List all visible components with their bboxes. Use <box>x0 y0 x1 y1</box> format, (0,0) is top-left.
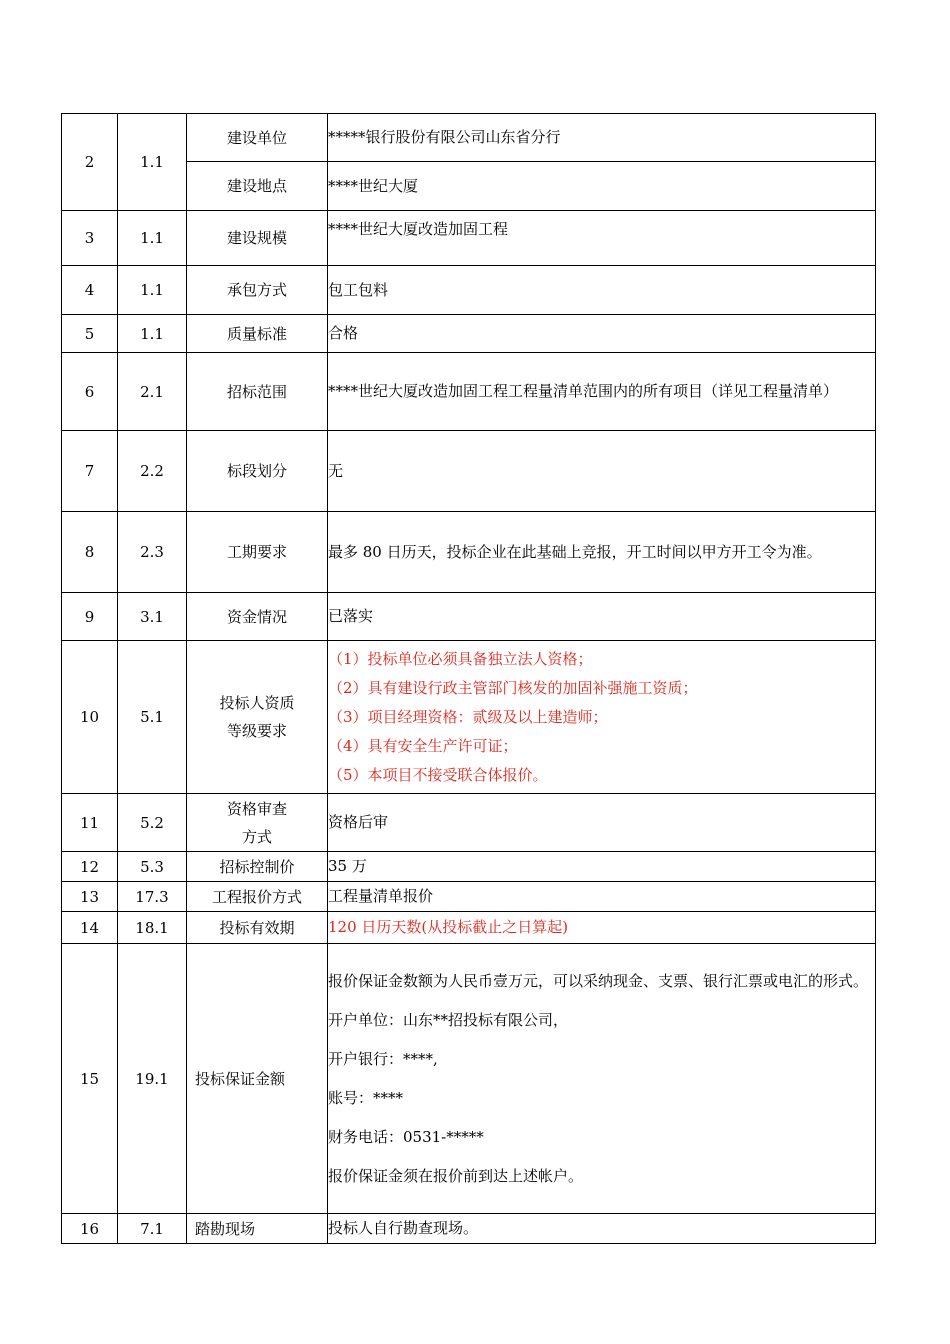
item-value: 工程量清单报价 <box>328 882 876 912</box>
item-value: 120 日历天数(从投标截止之日算起) <box>328 912 876 944</box>
requirement-line: （4）具有安全生产许可证； <box>328 736 518 755</box>
item-value: *****银行股份有限公司山东省分行 <box>328 114 876 162</box>
clause-number: 2.1 <box>118 353 187 431</box>
deposit-line: 开户银行：****, <box>328 1049 438 1068</box>
clause-number: 2.2 <box>118 431 187 512</box>
item-value: 35 万 <box>328 852 876 882</box>
table-row <box>62 882 876 912</box>
table-row <box>62 944 876 1214</box>
row-number: 8 <box>62 512 118 593</box>
clause-number: 5.1 <box>118 641 187 794</box>
deposit-details <box>328 944 876 1214</box>
row-number: 15 <box>62 944 118 1214</box>
table-row <box>62 852 876 882</box>
row-number: 6 <box>62 353 118 431</box>
item-name-line: 等级要求 <box>226 722 287 740</box>
item-name: 建设单位 <box>187 114 328 162</box>
item-name: 踏勘现场 <box>187 1214 328 1244</box>
item-name: 承包方式 <box>187 266 328 315</box>
clause-number: 5.2 <box>118 794 187 852</box>
item-value: 资格后审 <box>328 794 876 852</box>
item-value: 包工包料 <box>328 266 876 315</box>
row-number: 3 <box>62 211 118 266</box>
deposit-line: 开户单位：山东**招投标有限公司， <box>328 1010 569 1029</box>
deposit-line: 报价保证金数额为人民币壹万元，可以采纳现金、支票、银行汇票或电汇的形式。 <box>328 971 869 990</box>
clause-number: 1.1 <box>118 211 187 266</box>
requirement-line: （1）投标单位必须具备独立法人资格； <box>328 649 593 668</box>
clause-number: 5.3 <box>118 852 187 882</box>
item-name: 投标有效期 <box>187 912 328 944</box>
clause-number: 1.1 <box>118 114 187 211</box>
item-value: 已落实 <box>328 593 876 641</box>
clause-number: 19.1 <box>118 944 187 1214</box>
row-number: 7 <box>62 431 118 512</box>
item-value: 投标人自行勘查现场。 <box>328 1214 876 1244</box>
requirement-line: （3）项目经理资格：贰级及以上建造师； <box>328 707 608 726</box>
row-number: 12 <box>62 852 118 882</box>
table-row <box>62 593 876 641</box>
requirement-line: （2）具有建设行政主管部门核发的加固补强施工资质； <box>328 678 698 697</box>
requirement-line: （5）本项目不接受联合体报价。 <box>328 765 548 784</box>
row-number: 14 <box>62 912 118 944</box>
item-name <box>187 794 328 852</box>
item-name-line: 资格审查 <box>226 799 287 818</box>
clause-number: 18.1 <box>118 912 187 944</box>
table-row <box>62 912 876 944</box>
item-value: 最多 80 日历天，投标企业在此基础上竞报，开工时间以甲方开工令为准。 <box>328 512 876 593</box>
qualification-requirements <box>328 641 876 794</box>
row-number: 13 <box>62 882 118 912</box>
table-row <box>62 353 876 431</box>
table-row <box>62 315 876 353</box>
item-name: 招标控制价 <box>187 852 328 882</box>
item-name: 投标保证金额 <box>187 944 328 1214</box>
item-name: 标段划分 <box>187 431 328 512</box>
row-number: 2 <box>62 114 118 211</box>
item-name: 工程报价方式 <box>187 882 328 912</box>
tender-data-table <box>61 113 876 1244</box>
item-name: 建设规模 <box>187 211 328 266</box>
item-name: 招标范围 <box>187 353 328 431</box>
table-row <box>62 431 876 512</box>
table-row <box>62 266 876 315</box>
item-name <box>187 641 328 794</box>
item-name: 工期要求 <box>187 512 328 593</box>
row-number: 9 <box>62 593 118 641</box>
item-value: ****世纪大厦 <box>328 162 876 211</box>
item-name: 建设地点 <box>187 162 328 211</box>
item-name-line: 投标人资质 <box>219 694 295 712</box>
item-value: ****世纪大厦改造加固工程工程量清单范围内的所有项目（详见工程量清单） <box>328 353 876 431</box>
row-number: 10 <box>62 641 118 794</box>
clause-number: 3.1 <box>118 593 187 641</box>
row-number: 11 <box>62 794 118 852</box>
clause-number: 17.3 <box>118 882 187 912</box>
deposit-line: 报价保证金须在报价前到达上述帐户。 <box>328 1166 584 1185</box>
clause-number: 2.3 <box>118 512 187 593</box>
table-row <box>62 512 876 593</box>
item-name: 质量标准 <box>187 315 328 353</box>
row-number: 4 <box>62 266 118 315</box>
item-name: 资金情况 <box>187 593 328 641</box>
item-name-line: 方式 <box>241 827 272 846</box>
item-value: 无 <box>328 431 876 512</box>
table-row <box>62 114 876 162</box>
clause-number: 7.1 <box>118 1214 187 1244</box>
row-number: 16 <box>62 1214 118 1244</box>
table-row <box>62 1214 876 1244</box>
item-value: 合格 <box>328 315 876 353</box>
clause-number: 1.1 <box>118 315 187 353</box>
row-number: 5 <box>62 315 118 353</box>
clause-number: 1.1 <box>118 266 187 315</box>
table-row <box>62 794 876 852</box>
deposit-line: 账号：**** <box>328 1088 404 1107</box>
table-row <box>62 641 876 794</box>
item-value: ****世纪大厦改造加固工程 <box>328 211 876 266</box>
table-row <box>62 211 876 266</box>
deposit-line: 财务电话：0531-***** <box>328 1127 484 1146</box>
